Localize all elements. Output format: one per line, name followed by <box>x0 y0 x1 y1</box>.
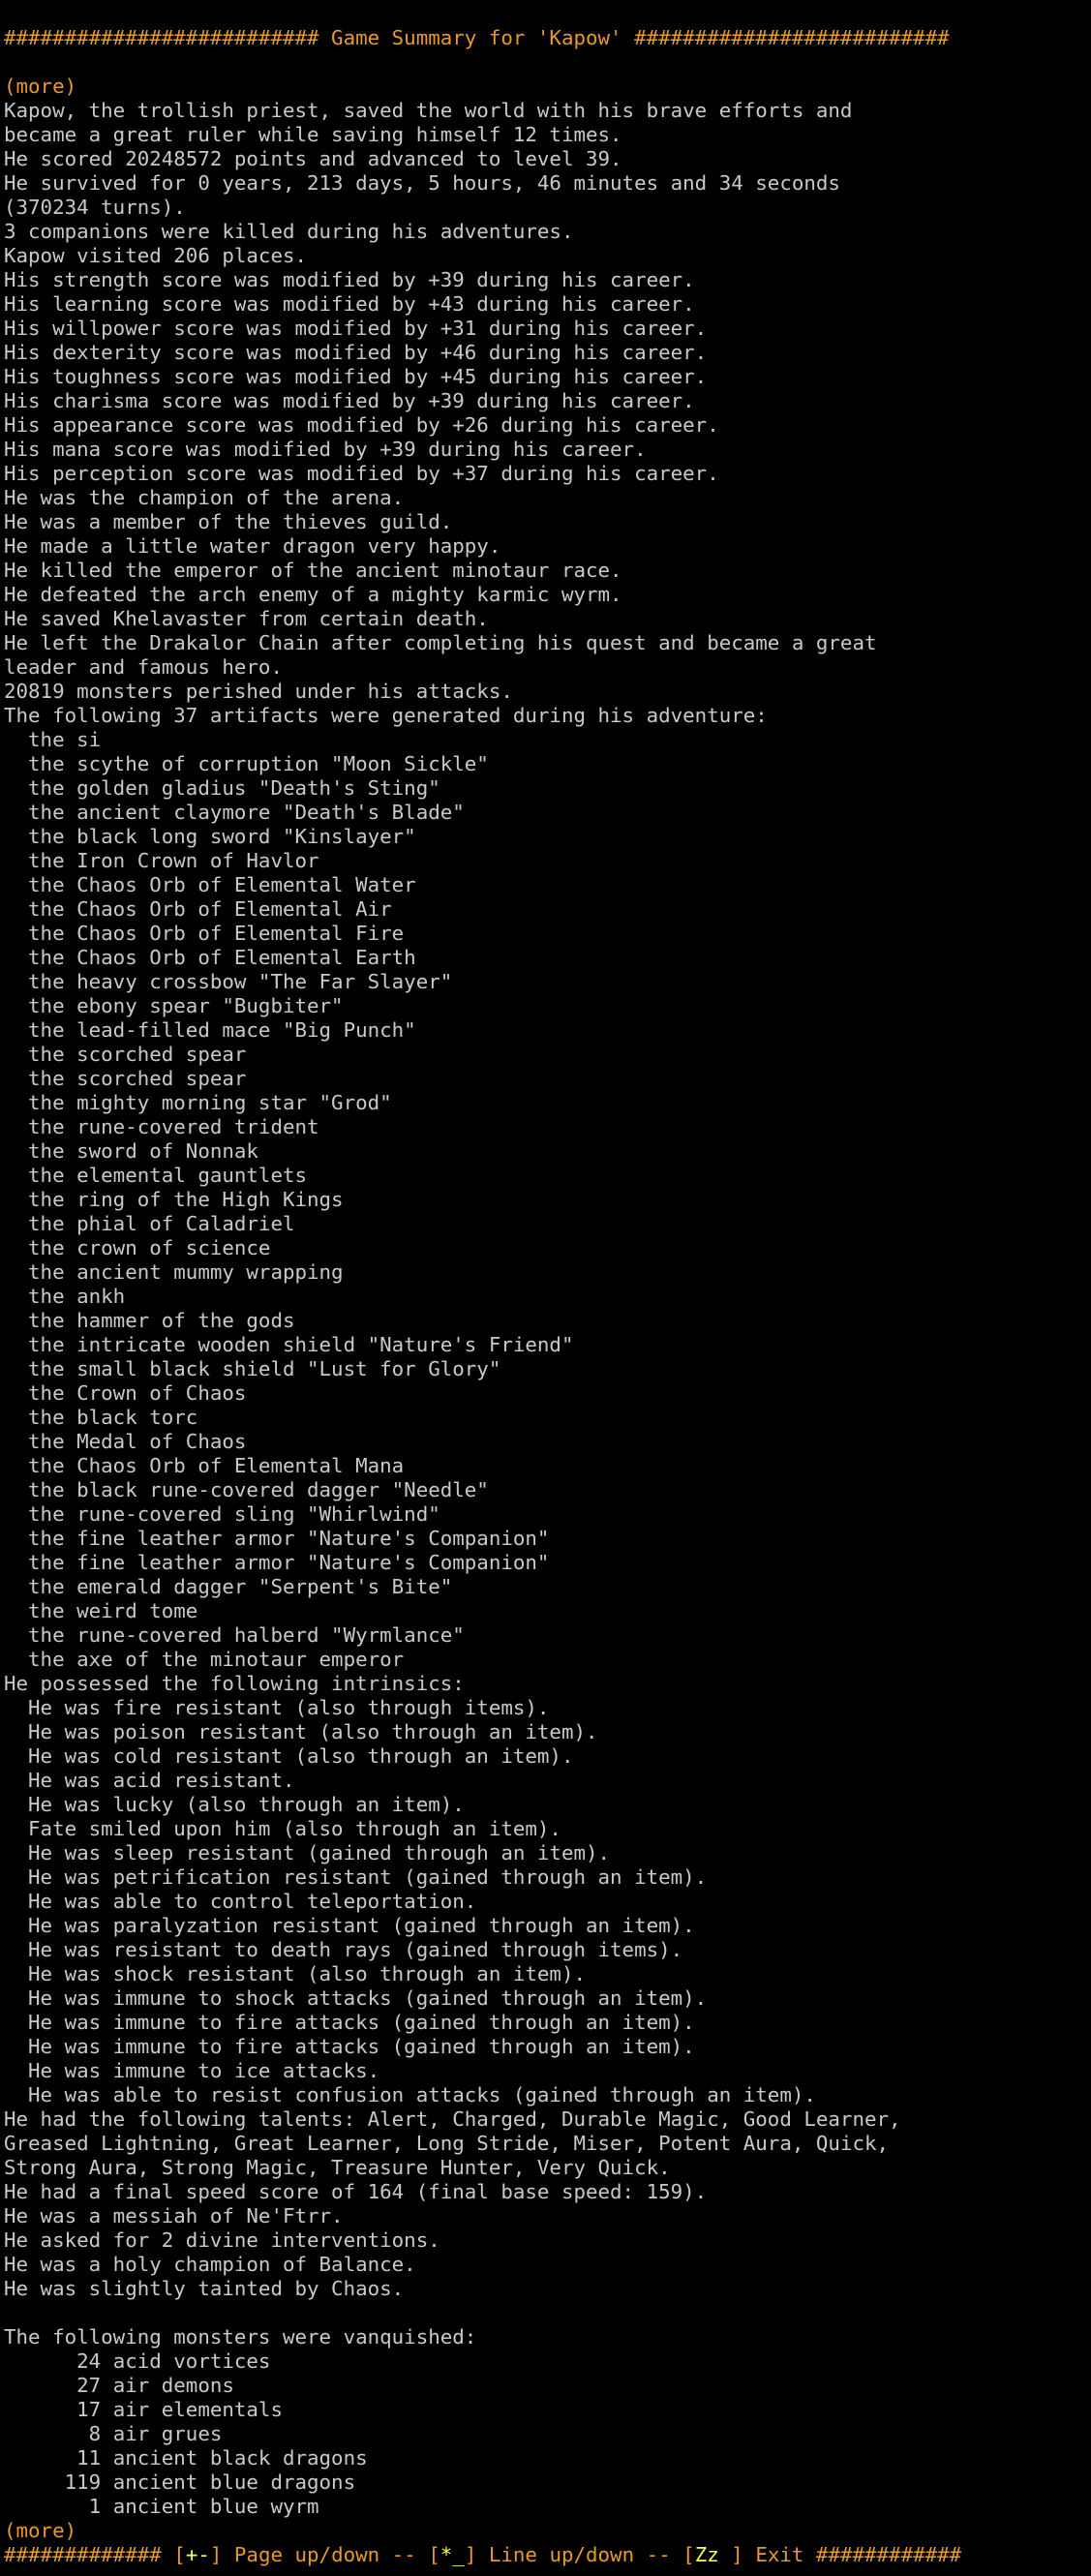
monster-row <box>4 2374 1088 2398</box>
monster-name: acid vortices <box>112 2349 271 2373</box>
intrinsics-header: He possessed the following intrinsics: <box>4 1672 465 1695</box>
monster-row <box>4 2422 1088 2446</box>
summary-line: He was the champion of the arena. <box>4 486 405 509</box>
artifact-item: the heavy crossbow "The Far Slayer" <box>4 970 453 993</box>
summary-line: Kapow, the trollish priest, saved the world with his brave efforts and <box>4 99 853 122</box>
intrinsic-item: He was petrification resistant (gained through an item). <box>4 1865 708 1889</box>
artifact-item: the lead-filled mace "Big Punch" <box>4 1018 416 1042</box>
intrinsics-list <box>4 1696 1088 2107</box>
row-indent <box>4 2374 65 2397</box>
final-stats-section <box>4 2180 1088 2301</box>
intrinsic-item: He was poison resistant (also through an item). <box>4 1720 598 1743</box>
artifact-item: the scorched spear <box>4 1067 247 1090</box>
monster-count: 27 <box>76 2374 102 2397</box>
final-stat-line: He was a messiah of Ne'Ftrr. <box>4 2204 344 2227</box>
artifact-item: the fine leather armor "Nature's Companion" <box>4 1527 550 1550</box>
summary-line: became a great ruler while saving himself 12 times. <box>4 123 622 146</box>
intrinsic-item: Fate smiled upon him (also through an item). <box>4 1817 561 1840</box>
monster-row <box>4 2398 1088 2422</box>
artifact-item: the ebony spear "Bugbiter" <box>4 994 344 1017</box>
row-indent <box>4 2495 65 2518</box>
summary-line: He defeated the arch enemy of a mighty karmic wyrm. <box>4 583 622 606</box>
separator <box>101 2422 113 2445</box>
intrinsic-item: He was immune to ice attacks. <box>4 2059 380 2082</box>
summary-line: He was a member of the thieves guild. <box>4 510 453 533</box>
final-stat-line: He asked for 2 divine interventions. <box>4 2228 440 2252</box>
summary-line: He killed the emperor of the ancient minotaur race. <box>4 559 622 582</box>
footer-lead: ############# [ <box>4 2543 186 2566</box>
artifact-item: the mighty morning star "Grod" <box>4 1091 392 1114</box>
artifact-item: the axe of the minotaur emperor <box>4 1648 405 1671</box>
artifact-item: the Chaos Orb of Elemental Earth <box>4 946 416 969</box>
intrinsic-item: He was able to control teleportation. <box>4 1890 477 1913</box>
footer-help-bar <box>4 2543 1088 2567</box>
artifact-item: the black long sword "Kinslayer" <box>4 825 416 848</box>
monster-name: air demons <box>112 2374 234 2397</box>
artifact-item: the scorched spear <box>4 1043 247 1066</box>
intrinsic-item: He was resistant to death rays (gained through items). <box>4 1938 683 1961</box>
summary-line: He survived for 0 years, 213 days, 5 hours, 46 minutes and 34 seconds <box>4 171 840 195</box>
row-indent <box>4 2470 65 2494</box>
page-updown-label: ] Page up/down -- [ <box>209 2543 440 2566</box>
intrinsic-item: He was cold resistant (also through an item). <box>4 1744 574 1768</box>
artifact-item: the Chaos Orb of Elemental Air <box>4 897 392 921</box>
summary-line: His charisma score was modified by +39 during his career. <box>4 389 695 412</box>
monster-count: 8 <box>88 2422 102 2445</box>
monster-name: ancient blue dragons <box>112 2470 356 2494</box>
summary-line: His mana score was modified by +39 during his career. <box>4 438 647 461</box>
summary-line: His appearance score was modified by +26 during his career. <box>4 413 719 437</box>
monster-count: 24 <box>76 2349 102 2373</box>
separator <box>101 2349 113 2373</box>
artifact-item: the scythe of corruption "Moon Sickle" <box>4 752 489 775</box>
monster-row <box>4 2470 1088 2495</box>
blank-line <box>4 2301 1088 2325</box>
summary-line: He made a little water dragon very happy. <box>4 534 501 558</box>
summary-line: Kapow visited 206 places. <box>4 244 308 267</box>
intrinsic-item: He was fire resistant (also through items). <box>4 1696 550 1719</box>
artifact-item: the hammer of the gods <box>4 1309 295 1332</box>
artifact-item: the rune-covered trident <box>4 1115 319 1138</box>
monster-count: 17 <box>76 2398 102 2421</box>
final-stat-line: He was a holy champion of Balance. <box>4 2253 416 2276</box>
artifact-item: the emerald dagger "Serpent's Bite" <box>4 1575 453 1598</box>
artifact-item: the ancient claymore "Death's Blade" <box>4 801 465 824</box>
monster-name: ancient black dragons <box>112 2446 368 2470</box>
artifact-item: the Iron Crown of Havlor <box>4 849 319 872</box>
row-indent <box>4 2349 65 2373</box>
artifact-item: the black torc <box>4 1406 198 1429</box>
blank-line <box>4 50 1088 75</box>
final-stat-line: He was slightly tainted by Chaos. <box>4 2277 405 2300</box>
talents-line: He had the following talents: Alert, Charged, Durable Magic, Good Learner, <box>4 2107 901 2131</box>
intrinsic-item: He was paralyzation resistant (gained through an item). <box>4 1914 695 1937</box>
monster-count: 11 <box>76 2446 102 2470</box>
monster-row <box>4 2495 1088 2519</box>
game-summary-screen <box>4 26 1088 2567</box>
exit-label: ] Exit ############ <box>718 2543 962 2566</box>
line-updown-label: ] Line up/down -- [ <box>464 2543 695 2566</box>
artifact-item: the Crown of Chaos <box>4 1381 247 1405</box>
summary-line: His strength score was modified by +39 during his career. <box>4 268 695 291</box>
more-prompt-bottom[interactable]: (more) <box>4 2519 77 2542</box>
artifacts-list <box>4 728 1088 1672</box>
summary-line: His willpower score was modified by +31 during his career. <box>4 317 708 340</box>
monster-name: air grues <box>112 2422 223 2445</box>
monsters-list <box>4 2349 1088 2519</box>
summary-line: His toughness score was modified by +45 during his career. <box>4 365 708 388</box>
artifact-item: the si <box>4 728 102 751</box>
artifact-item: the rune-covered sling "Whirlwind" <box>4 1502 440 1526</box>
intrinsic-item: He was shock resistant (also through an item). <box>4 1962 586 1985</box>
summary-line: His perception score was modified by +37 during his career. <box>4 462 719 485</box>
artifact-item: the phial of Caladriel <box>4 1212 295 1235</box>
final-stat-line: He had a final speed score of 164 (final base speed: 159). <box>4 2180 708 2203</box>
artifact-item: the small black shield "Lust for Glory" <box>4 1357 501 1380</box>
separator <box>101 2495 113 2518</box>
artifact-item: the golden gladius "Death's Sting" <box>4 776 440 800</box>
row-indent <box>4 2398 65 2421</box>
artifact-item: the ankh <box>4 1285 126 1308</box>
summary-title-bar: ########################## Game Summary for 'Kapow' ########################## <box>4 26 950 49</box>
summary-line: The following 37 artifacts were generated during his adventure: <box>4 704 768 727</box>
row-indent <box>4 2446 65 2470</box>
summary-line: 20819 monsters perished under his attacks. <box>4 680 513 703</box>
artifact-item: the Chaos Orb of Elemental Mana <box>4 1454 405 1477</box>
intrinsic-item: He was immune to fire attacks (gained through an item). <box>4 2035 695 2058</box>
talents-line: Greased Lightning, Great Learner, Long Stride, Miser, Potent Aura, Quick, <box>4 2132 890 2155</box>
artifact-item: the elemental gauntlets <box>4 1164 308 1187</box>
intrinsic-item: He was immune to fire attacks (gained through an item). <box>4 2011 695 2034</box>
talents-line: Strong Aura, Strong Magic, Treasure Hunter, Very Quick. <box>4 2156 671 2179</box>
artifact-item: the black rune-covered dagger "Needle" <box>4 1478 489 1501</box>
summary-line: (370234 turns). <box>4 196 186 219</box>
monster-row <box>4 2446 1088 2470</box>
artifact-item: the rune-covered halberd "Wyrmlance" <box>4 1623 465 1647</box>
intrinsic-item: He was immune to shock attacks (gained through an item). <box>4 1986 708 2010</box>
artifact-item: the ring of the High Kings <box>4 1188 344 1211</box>
artifact-item: the Medal of Chaos <box>4 1430 247 1453</box>
artifact-item: the intricate wooden shield "Nature's Friend" <box>4 1333 574 1356</box>
artifact-item: the Chaos Orb of Elemental Water <box>4 873 416 896</box>
monsters-header: The following monsters were vanquished: <box>4 2325 477 2349</box>
summary-line: He scored 20248572 points and advanced to level 39. <box>4 147 622 170</box>
summary-line: He left the Drakalor Chain after completing his quest and became a great <box>4 631 877 654</box>
summary-line: leader and famous hero. <box>4 655 283 679</box>
artifact-item: the fine leather armor "Nature's Companion" <box>4 1551 550 1574</box>
intrinsic-item: He was sleep resistant (gained through an item). <box>4 1841 611 1864</box>
artifact-item: the ancient mummy wrapping <box>4 1260 344 1284</box>
artifact-item: the sword of Nonnak <box>4 1139 258 1163</box>
exit-key[interactable]: Zz <box>694 2543 719 2566</box>
intrinsic-item: He was acid resistant. <box>4 1769 295 1792</box>
summary-line: 3 companions were killed during his adventures. <box>4 220 574 243</box>
summary-line: His dexterity score was modified by +46 during his career. <box>4 341 708 364</box>
monster-count: 119 <box>64 2470 102 2494</box>
separator <box>101 2470 113 2494</box>
monster-name: air elementals <box>112 2398 283 2421</box>
talents-section <box>4 2107 1088 2180</box>
monster-row <box>4 2349 1088 2374</box>
intrinsic-item: He was lucky (also through an item). <box>4 1793 465 1816</box>
summary-line: His learning score was modified by +43 during his career. <box>4 292 695 316</box>
monster-name: ancient blue wyrm <box>112 2495 319 2518</box>
monster-count: 1 <box>88 2495 102 2518</box>
summary-section <box>4 99 1088 728</box>
artifact-item: the crown of science <box>4 1236 271 1259</box>
artifact-item: the weird tome <box>4 1599 198 1622</box>
separator <box>101 2446 113 2470</box>
row-indent <box>4 2422 65 2445</box>
line-updown-key[interactable]: *_ <box>439 2543 465 2566</box>
page-updown-key[interactable]: +- <box>185 2543 210 2566</box>
intrinsic-item: He was able to resist confusion attacks (gained through an item). <box>4 2083 816 2106</box>
summary-line: He saved Khelavaster from certain death. <box>4 607 489 630</box>
more-prompt-top[interactable]: (more) <box>4 75 77 98</box>
artifact-item: the Chaos Orb of Elemental Fire <box>4 922 405 945</box>
separator <box>101 2374 113 2397</box>
separator <box>101 2398 113 2421</box>
